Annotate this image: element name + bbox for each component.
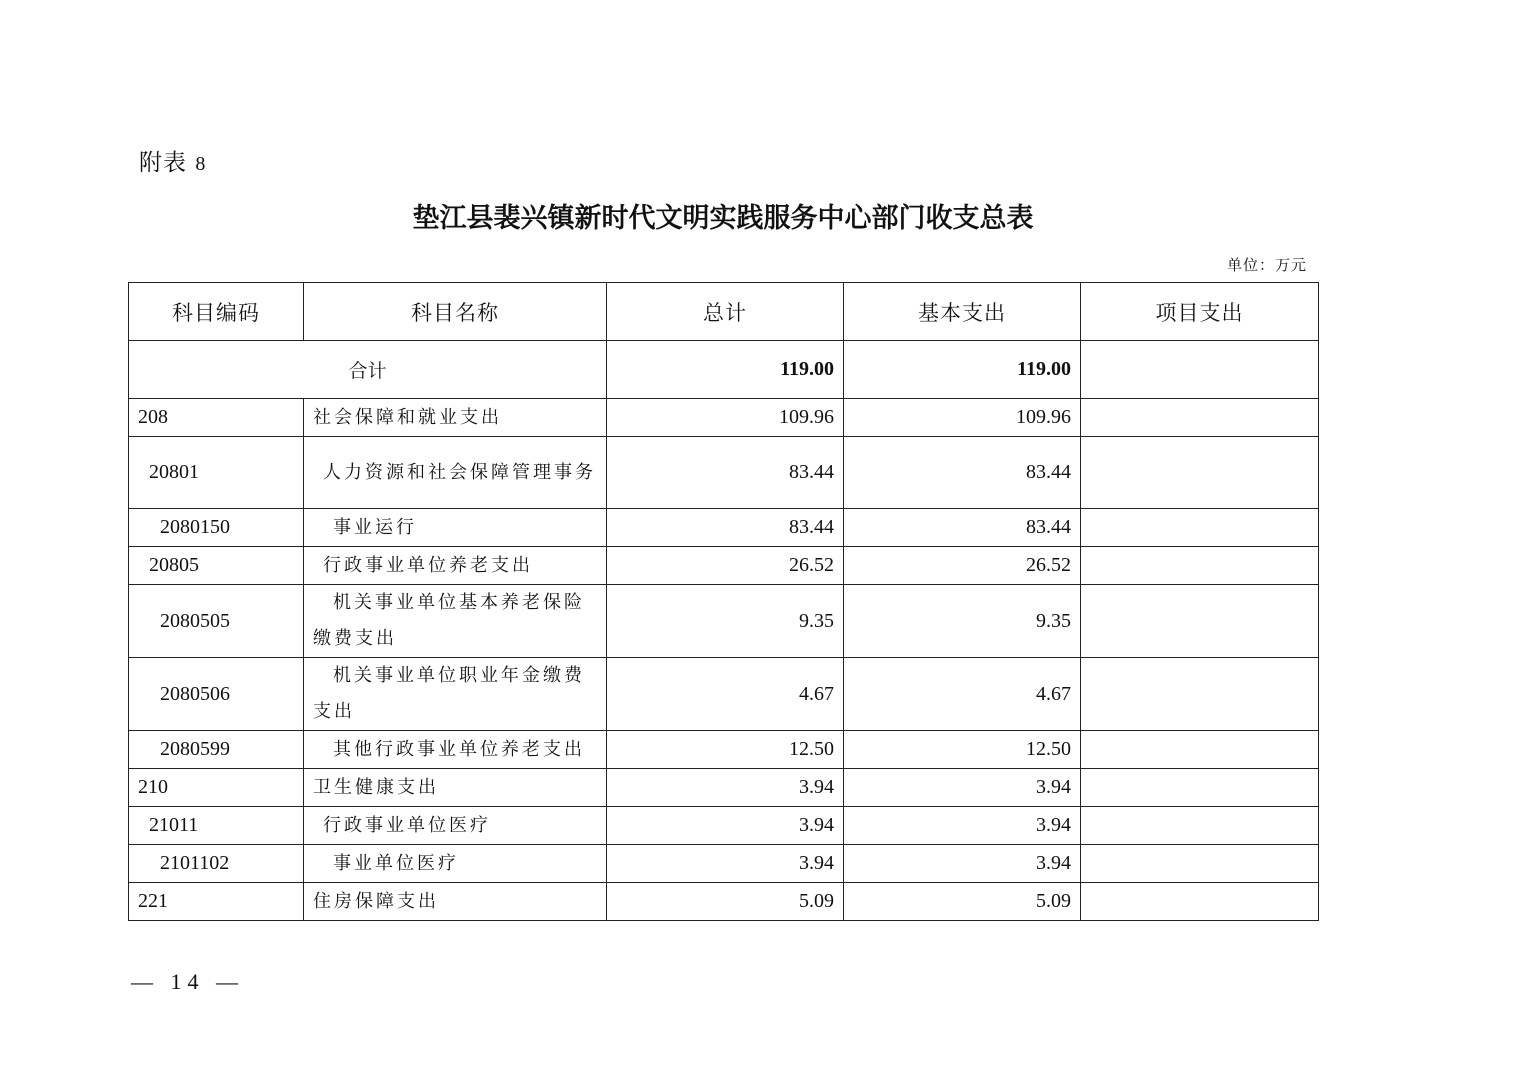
row-name: 卫生健康支出 bbox=[304, 769, 607, 807]
row-name: 事业运行 bbox=[304, 509, 607, 547]
row-project bbox=[1081, 658, 1319, 731]
row-code: 21011 bbox=[129, 807, 304, 845]
total-label: 合计 bbox=[129, 341, 607, 399]
row-basic: 5.09 bbox=[844, 883, 1081, 921]
row-project bbox=[1081, 399, 1319, 437]
row-basic: 12.50 bbox=[844, 731, 1081, 769]
row-name: 社会保障和就业支出 bbox=[304, 399, 607, 437]
row-name: 其他行政事业单位养老支出 bbox=[304, 731, 607, 769]
unit-label: 单位：万元 bbox=[1226, 256, 1307, 274]
row-name: 事业单位医疗 bbox=[304, 845, 607, 883]
row-basic: 83.44 bbox=[844, 509, 1081, 547]
row-project bbox=[1081, 769, 1319, 807]
appendix-label-text: 附表 bbox=[139, 150, 187, 176]
table-row bbox=[129, 845, 1319, 883]
table-row bbox=[129, 769, 1319, 807]
total-amount: 119.00 bbox=[607, 341, 844, 399]
budget-table bbox=[128, 282, 1319, 921]
row-basic: 26.52 bbox=[844, 547, 1081, 585]
row-project bbox=[1081, 509, 1319, 547]
row-total: 9.35 bbox=[607, 585, 844, 658]
total-row bbox=[129, 341, 1319, 399]
row-total: 3.94 bbox=[607, 807, 844, 845]
document-title: 垫江县裴兴镇新时代文明实践服务中心部门收支总表 bbox=[412, 203, 1034, 234]
row-basic: 83.44 bbox=[844, 437, 1081, 509]
row-project bbox=[1081, 807, 1319, 845]
row-project bbox=[1081, 547, 1319, 585]
row-basic: 3.94 bbox=[844, 769, 1081, 807]
header-subject-code: 科目编码 bbox=[129, 283, 304, 341]
row-code: 2080150 bbox=[129, 509, 304, 547]
table-header-row bbox=[129, 283, 1319, 341]
row-code: 210 bbox=[129, 769, 304, 807]
table-row bbox=[129, 509, 1319, 547]
row-total: 83.44 bbox=[607, 509, 844, 547]
table-row bbox=[129, 399, 1319, 437]
row-total: 5.09 bbox=[607, 883, 844, 921]
table-row bbox=[129, 883, 1319, 921]
row-basic: 109.96 bbox=[844, 399, 1081, 437]
table-row bbox=[129, 731, 1319, 769]
row-code: 2080506 bbox=[129, 658, 304, 731]
row-project bbox=[1081, 845, 1319, 883]
table-row bbox=[129, 437, 1319, 509]
row-total: 83.44 bbox=[607, 437, 844, 509]
row-code: 221 bbox=[129, 883, 304, 921]
header-total: 总计 bbox=[607, 283, 844, 341]
table-row bbox=[129, 585, 1319, 658]
row-total: 12.50 bbox=[607, 731, 844, 769]
row-code: 20805 bbox=[129, 547, 304, 585]
row-project bbox=[1081, 437, 1319, 509]
row-total: 26.52 bbox=[607, 547, 844, 585]
row-name: 行政事业单位医疗 bbox=[304, 807, 607, 845]
total-basic-amount: 119.00 bbox=[844, 341, 1081, 399]
row-code: 2080505 bbox=[129, 585, 304, 658]
row-code: 208 bbox=[129, 399, 304, 437]
row-basic: 3.94 bbox=[844, 807, 1081, 845]
appendix-number: 8 bbox=[195, 153, 207, 175]
row-project bbox=[1081, 883, 1319, 921]
row-total: 3.94 bbox=[607, 845, 844, 883]
header-project-expenditure: 项目支出 bbox=[1081, 283, 1319, 341]
row-name: 机关事业单位职业年金缴费支出 bbox=[304, 658, 607, 731]
row-name: 行政事业单位养老支出 bbox=[304, 547, 607, 585]
header-subject-name: 科目名称 bbox=[304, 283, 607, 341]
table-row bbox=[129, 547, 1319, 585]
page-number: — 14 — bbox=[131, 969, 244, 994]
row-total: 4.67 bbox=[607, 658, 844, 731]
table-row bbox=[129, 807, 1319, 845]
row-name: 机关事业单位基本养老保险缴费支出 bbox=[304, 585, 607, 658]
header-basic-expenditure: 基本支出 bbox=[844, 283, 1081, 341]
row-basic: 4.67 bbox=[844, 658, 1081, 731]
row-name: 住房保障支出 bbox=[304, 883, 607, 921]
row-name: 人力资源和社会保障管理事务 bbox=[304, 437, 607, 509]
row-code: 20801 bbox=[129, 437, 304, 509]
row-total: 3.94 bbox=[607, 769, 844, 807]
row-code: 2080599 bbox=[129, 731, 304, 769]
appendix-label bbox=[139, 144, 206, 177]
table-row bbox=[129, 658, 1319, 731]
row-project bbox=[1081, 731, 1319, 769]
row-code: 2101102 bbox=[129, 845, 304, 883]
row-total: 109.96 bbox=[607, 399, 844, 437]
row-basic: 9.35 bbox=[844, 585, 1081, 658]
row-basic: 3.94 bbox=[844, 845, 1081, 883]
row-project bbox=[1081, 585, 1319, 658]
total-project-amount bbox=[1081, 341, 1319, 399]
